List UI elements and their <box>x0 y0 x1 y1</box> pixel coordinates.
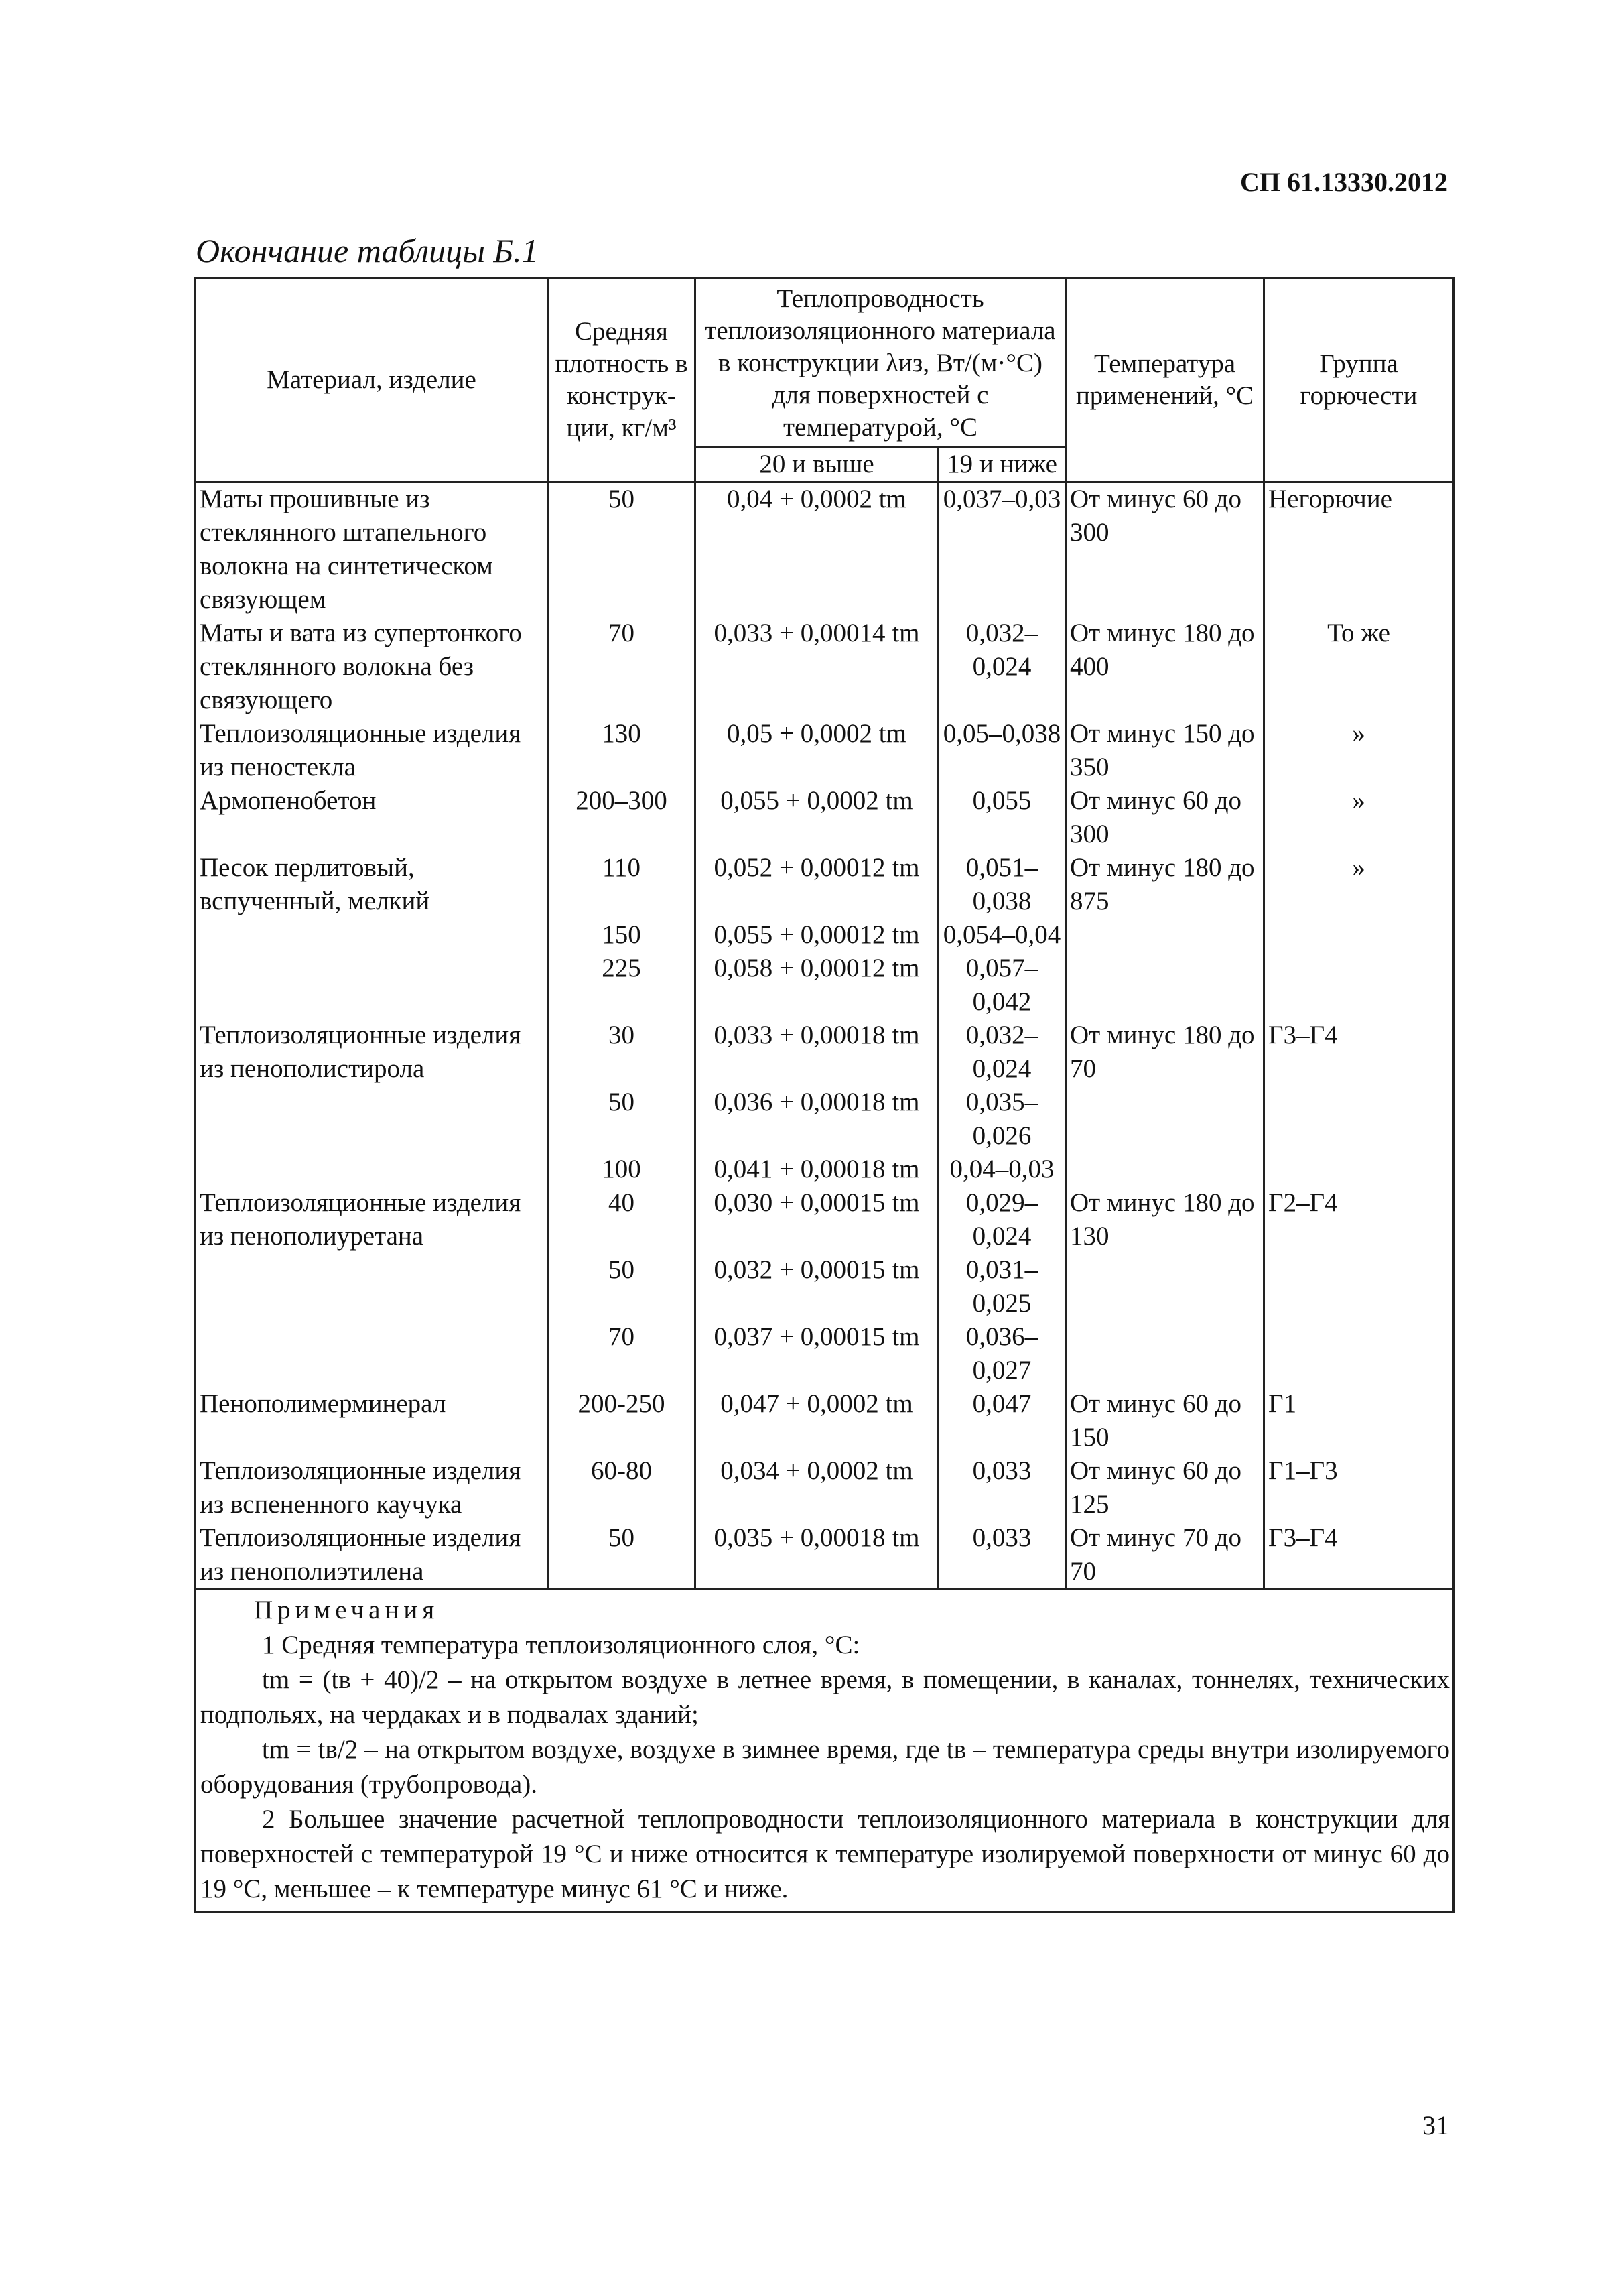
header-density: Средняя плотность в конструк-ции, кг/м³ <box>548 279 695 482</box>
cell-flammability: » <box>1264 851 1454 918</box>
table-row <box>196 952 1454 1019</box>
table-row <box>196 918 1454 952</box>
cell-conductivity-high: 0,033 + 0,00014 tm <box>695 617 939 717</box>
cell-conductivity-high: 0,034 + 0,0002 tm <box>695 1454 939 1521</box>
cell-conductivity-low: 0,035–0,026 <box>939 1086 1066 1153</box>
cell-conductivity-low: 0,031–0,025 <box>939 1253 1066 1320</box>
cell-conductivity-low: 0,055 <box>939 784 1066 851</box>
cell-flammability <box>1264 1253 1454 1320</box>
cell-conductivity-high: 0,041 + 0,00018 tm <box>695 1153 939 1186</box>
table-row <box>196 1186 1454 1253</box>
cell-application-temp <box>1066 1320 1264 1387</box>
header-temp-high: 20 и выше <box>695 448 939 482</box>
header-temp-low: 19 и ниже <box>939 448 1066 482</box>
table-row <box>196 784 1454 851</box>
cell-material <box>196 1253 548 1320</box>
table-row <box>196 1454 1454 1521</box>
cell-density: 50 <box>548 1521 695 1590</box>
table-row <box>196 1086 1454 1153</box>
cell-application-temp <box>1066 918 1264 952</box>
cell-material <box>196 1320 548 1387</box>
cell-material <box>196 952 548 1019</box>
notes-title: Примечания <box>254 1596 440 1624</box>
cell-conductivity-low: 0,032–0,024 <box>939 617 1066 717</box>
header-material: Материал, изделие <box>196 279 548 482</box>
cell-material <box>196 918 548 952</box>
document-code: СП 61.13330.2012 <box>1240 167 1448 197</box>
note-1: 1 Средняя температура теплоизоляционного слоя, °С: <box>262 1631 860 1659</box>
note-2: 2 Большее значение расчетной теплопроводности теплоизоляционного материала в конструкции для поверхностей с температурой 19 °С и ниже относится к температуре изолируемой поверхности от минус 60 до 19 °С, меньшее – к температуре минус 61 °С и ниже. <box>200 1805 1450 1903</box>
cell-conductivity-high: 0,058 + 0,00012 tm <box>695 952 939 1019</box>
cell-density: 50 <box>548 1253 695 1320</box>
table-row <box>196 1521 1454 1590</box>
cell-material: Маты прошивные из стеклянного штапельного волокна на синтетическом связующем <box>196 482 548 617</box>
cell-flammability <box>1264 1086 1454 1153</box>
cell-conductivity-low: 0,04–0,03 <box>939 1153 1066 1186</box>
cell-conductivity-high: 0,030 + 0,00015 tm <box>695 1186 939 1253</box>
cell-density: 50 <box>548 482 695 617</box>
cell-flammability: » <box>1264 717 1454 784</box>
cell-flammability: Г3–Г4 <box>1264 1019 1454 1086</box>
cell-material <box>196 1086 548 1153</box>
cell-application-temp <box>1066 1086 1264 1153</box>
cell-conductivity-high: 0,04 + 0,0002 tm <box>695 482 939 617</box>
cell-application-temp: От минус 60 до 150 <box>1066 1387 1264 1454</box>
table-row <box>196 1320 1454 1387</box>
cell-flammability <box>1264 952 1454 1019</box>
note-1a: tm = (tв + 40)/2 – на открытом воздухе в летнее время, в помещении, в каналах, тоннелях, технических подпольях, на чердаках и в подвалах зданий; <box>200 1665 1450 1729</box>
cell-conductivity-low: 0,029–0,024 <box>939 1186 1066 1253</box>
header-conductivity: Теплопроводность теплоизоляционного материала в конструкции λиз, Вт/(м·°С) для поверхностей с температурой, °С <box>695 279 1066 448</box>
cell-material: Пенополимерминерал <box>196 1387 548 1454</box>
cell-flammability <box>1264 1153 1454 1186</box>
table-row <box>196 1253 1454 1320</box>
cell-application-temp: От минус 60 до 300 <box>1066 482 1264 617</box>
cell-conductivity-low: 0,047 <box>939 1387 1066 1454</box>
cell-density: 130 <box>548 717 695 784</box>
cell-density: 50 <box>548 1086 695 1153</box>
cell-application-temp: От минус 60 до 125 <box>1066 1454 1264 1521</box>
cell-flammability: Г3–Г4 <box>1264 1521 1454 1590</box>
page-number: 31 <box>1422 2110 1449 2141</box>
cell-conductivity-low: 0,033 <box>939 1521 1066 1590</box>
cell-conductivity-low: 0,036–0,027 <box>939 1320 1066 1387</box>
cell-conductivity-high: 0,055 + 0,00012 tm <box>695 918 939 952</box>
cell-conductivity-high: 0,033 + 0,00018 tm <box>695 1019 939 1086</box>
cell-conductivity-high: 0,052 + 0,00012 tm <box>695 851 939 918</box>
cell-application-temp: От минус 180 до 875 <box>1066 851 1264 918</box>
cell-application-temp: От минус 180 до 400 <box>1066 617 1264 717</box>
cell-flammability: Г1–Г3 <box>1264 1454 1454 1521</box>
cell-conductivity-low: 0,05–0,038 <box>939 717 1066 784</box>
cell-application-temp: От минус 60 до 300 <box>1066 784 1264 851</box>
cell-density: 100 <box>548 1153 695 1186</box>
cell-conductivity-low: 0,051–0,038 <box>939 851 1066 918</box>
cell-density: 200–300 <box>548 784 695 851</box>
cell-flammability: Г2–Г4 <box>1264 1186 1454 1253</box>
table-row <box>196 851 1454 918</box>
cell-flammability: Г1 <box>1264 1387 1454 1454</box>
cell-flammability: То же <box>1264 617 1454 717</box>
cell-density: 150 <box>548 918 695 952</box>
cell-material: Маты и вата из супертонкого стеклянного волокна без связующего <box>196 617 548 717</box>
cell-conductivity-low: 0,032–0,024 <box>939 1019 1066 1086</box>
cell-application-temp: От минус 180 до 130 <box>1066 1186 1264 1253</box>
cell-conductivity-high: 0,047 + 0,0002 tm <box>695 1387 939 1454</box>
cell-conductivity-low: 0,057–0,042 <box>939 952 1066 1019</box>
cell-density: 30 <box>548 1019 695 1086</box>
cell-density: 225 <box>548 952 695 1019</box>
cell-application-temp <box>1066 952 1264 1019</box>
cell-material: Теплоизоляционные изделия из пеностекла <box>196 717 548 784</box>
notes-block <box>196 1590 1454 1912</box>
cell-density: 60-80 <box>548 1454 695 1521</box>
cell-density: 70 <box>548 617 695 717</box>
cell-application-temp <box>1066 1153 1264 1186</box>
cell-application-temp: От минус 70 до 70 <box>1066 1521 1264 1590</box>
cell-conductivity-low: 0,033 <box>939 1454 1066 1521</box>
cell-material <box>196 1153 548 1186</box>
table-row <box>196 617 1454 717</box>
cell-density: 40 <box>548 1186 695 1253</box>
cell-material: Песок перлитовый, вспученный, мелкий <box>196 851 548 918</box>
cell-flammability <box>1264 1320 1454 1387</box>
table-row <box>196 717 1454 784</box>
cell-flammability: Негорючие <box>1264 482 1454 617</box>
cell-material: Армопенобетон <box>196 784 548 851</box>
materials-table <box>194 277 1455 1913</box>
cell-conductivity-high: 0,055 + 0,0002 tm <box>695 784 939 851</box>
table-row <box>196 1019 1454 1086</box>
cell-conductivity-high: 0,032 + 0,00015 tm <box>695 1253 939 1320</box>
cell-conductivity-high: 0,05 + 0,0002 tm <box>695 717 939 784</box>
table-caption: Окончание таблицы Б.1 <box>196 232 539 269</box>
cell-material: Теплоизоляционные изделия из пенополистирола <box>196 1019 548 1086</box>
cell-application-temp: От минус 180 до 70 <box>1066 1019 1264 1086</box>
header-flammability: Группа горючести <box>1264 279 1454 482</box>
header-application-temp: Температура применений, °С <box>1066 279 1264 482</box>
table-row <box>196 482 1454 617</box>
cell-conductivity-high: 0,035 + 0,00018 tm <box>695 1521 939 1590</box>
note-1b: tm = tв/2 – на открытом воздухе, воздухе в зимнее время, где tв – температура среды внутри изолируемого оборудования (трубопровода). <box>200 1735 1450 1799</box>
table-row <box>196 1153 1454 1186</box>
cell-conductivity-low: 0,054–0,04 <box>939 918 1066 952</box>
cell-density: 200-250 <box>548 1387 695 1454</box>
cell-density: 110 <box>548 851 695 918</box>
cell-application-temp: От минус 150 до 350 <box>1066 717 1264 784</box>
cell-density: 70 <box>548 1320 695 1387</box>
cell-material: Теплоизоляционные изделия из вспененного каучука <box>196 1454 548 1521</box>
cell-conductivity-high: 0,037 + 0,00015 tm <box>695 1320 939 1387</box>
cell-material: Теплоизоляционные изделия из пенополиэтилена <box>196 1521 548 1590</box>
table-row <box>196 1387 1454 1454</box>
cell-material: Теплоизоляционные изделия из пенополиуретана <box>196 1186 548 1253</box>
cell-flammability <box>1264 918 1454 952</box>
cell-conductivity-low: 0,037–0,03 <box>939 482 1066 617</box>
cell-conductivity-high: 0,036 + 0,00018 tm <box>695 1086 939 1153</box>
cell-flammability: » <box>1264 784 1454 851</box>
cell-application-temp <box>1066 1253 1264 1320</box>
